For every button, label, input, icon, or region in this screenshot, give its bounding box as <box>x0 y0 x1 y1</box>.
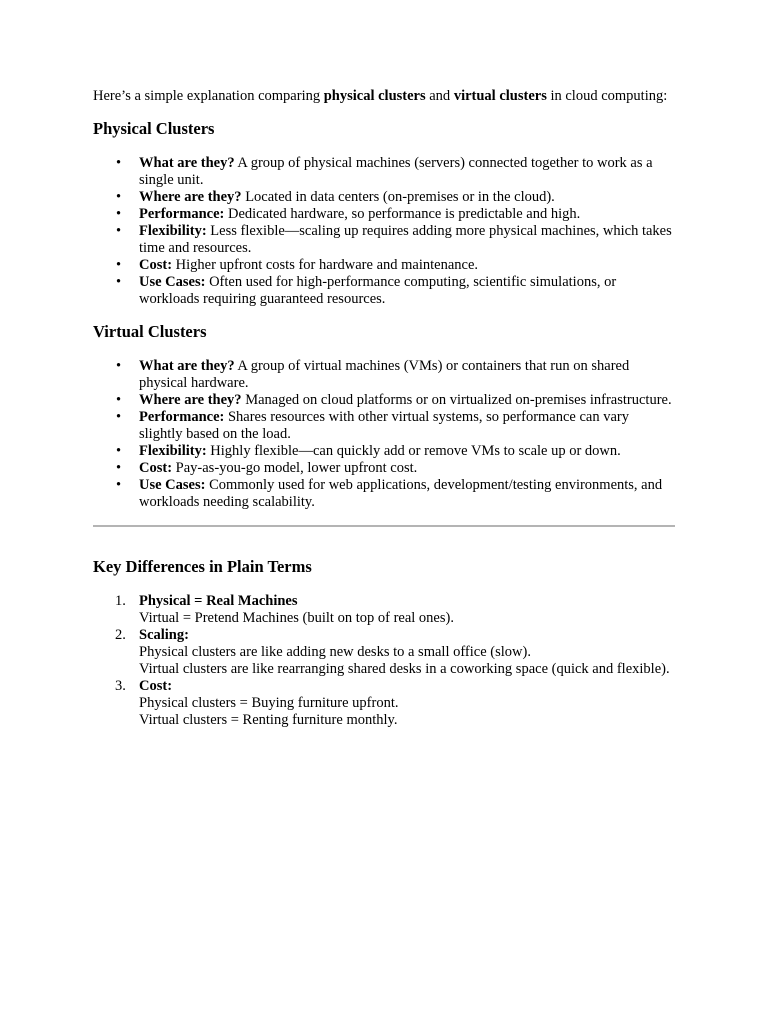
item-number: 3. <box>115 678 126 694</box>
item-line: Physical clusters = Buying furniture upfront. <box>139 695 399 711</box>
item-text: Shares resources with other virtual systems, so performance can vary slightly based on the load. <box>139 409 630 442</box>
item-line: Virtual = Pretend Machines (built on top of real ones). <box>139 610 454 626</box>
item-text: Dedicated hardware, so performance is predictable and high. <box>224 206 581 222</box>
intro-suffix: in cloud computing: <box>546 88 668 104</box>
item-text: Pay-as-you-go model, lower upfront cost. <box>172 460 418 476</box>
item-label: Flexibility: <box>139 443 207 459</box>
item-line: Virtual clusters = Renting furniture monthly. <box>139 712 398 728</box>
item-label: Use Cases: <box>139 477 206 493</box>
list-item <box>139 358 675 392</box>
list-item <box>139 274 675 308</box>
list-item <box>139 392 675 409</box>
list-item <box>115 593 675 627</box>
list-item <box>139 155 675 189</box>
item-text: Less flexible—scaling up requires adding more physical machines, which takes time and resources. <box>139 223 672 256</box>
item-label: Performance: <box>139 409 225 425</box>
list-item <box>139 460 675 477</box>
item-label: Cost: <box>139 257 173 273</box>
virtual-clusters-heading: Virtual Clusters <box>93 322 207 341</box>
item-text: Located in data centers (on-premises or in the cloud). <box>241 189 555 205</box>
physical-clusters-list <box>93 155 675 308</box>
item-text: A group of virtual machines (VMs) or containers that run on shared physical hardware. <box>139 358 630 391</box>
intro-prefix: Here’s a simple explanation comparing <box>93 88 324 104</box>
item-line: Physical clusters are like adding new desks to a small office (slow). <box>139 644 531 660</box>
item-text: Higher upfront costs for hardware and maintenance. <box>172 257 479 273</box>
list-item <box>139 189 675 206</box>
intro-term-physical: physical clusters <box>323 88 426 104</box>
item-text: Managed on cloud platforms or on virtualized on-premises infrastructure. <box>241 392 672 408</box>
list-item <box>139 443 675 460</box>
item-label: What are they? <box>139 155 235 171</box>
item-text: Often used for high-performance computing, scientific simulations, or workloads requiring guaranteed resources. <box>139 274 617 307</box>
item-text: Highly flexible—can quickly add or remove VMs to scale up or down. <box>206 443 621 459</box>
item-label: Cost: <box>139 460 173 476</box>
list-item <box>115 627 675 678</box>
section-divider <box>93 525 675 527</box>
list-item <box>139 409 675 443</box>
intro-paragraph <box>93 88 675 105</box>
item-label: Where are they? <box>139 392 242 408</box>
item-title: Scaling: <box>139 627 189 643</box>
item-label: What are they? <box>139 358 235 374</box>
key-differences-list <box>93 593 675 729</box>
item-number: 1. <box>115 593 126 609</box>
item-label: Performance: <box>139 206 225 222</box>
list-item <box>115 678 675 729</box>
list-item <box>139 257 675 274</box>
list-item <box>139 477 675 511</box>
virtual-clusters-list <box>93 358 675 511</box>
item-line: Virtual clusters are like rearranging shared desks in a coworking space (quick and flexible). <box>139 661 670 677</box>
intro-term-virtual: virtual clusters <box>453 88 547 104</box>
list-item <box>139 223 675 257</box>
list-item <box>139 206 675 223</box>
intro-middle: and <box>425 88 454 104</box>
item-number: 2. <box>115 627 126 643</box>
item-label: Flexibility: <box>139 223 207 239</box>
item-text: Commonly used for web applications, development/testing environments, and workloads needing scalability. <box>139 477 663 510</box>
item-title: Cost: <box>139 678 173 694</box>
item-text: A group of physical machines (servers) connected together to work as a single unit. <box>139 155 653 188</box>
item-label: Use Cases: <box>139 274 206 290</box>
key-differences-heading: Key Differences in Plain Terms <box>93 557 312 576</box>
physical-clusters-heading: Physical Clusters <box>93 119 215 138</box>
item-title: Physical = Real Machines <box>139 593 298 609</box>
item-label: Where are they? <box>139 189 242 205</box>
